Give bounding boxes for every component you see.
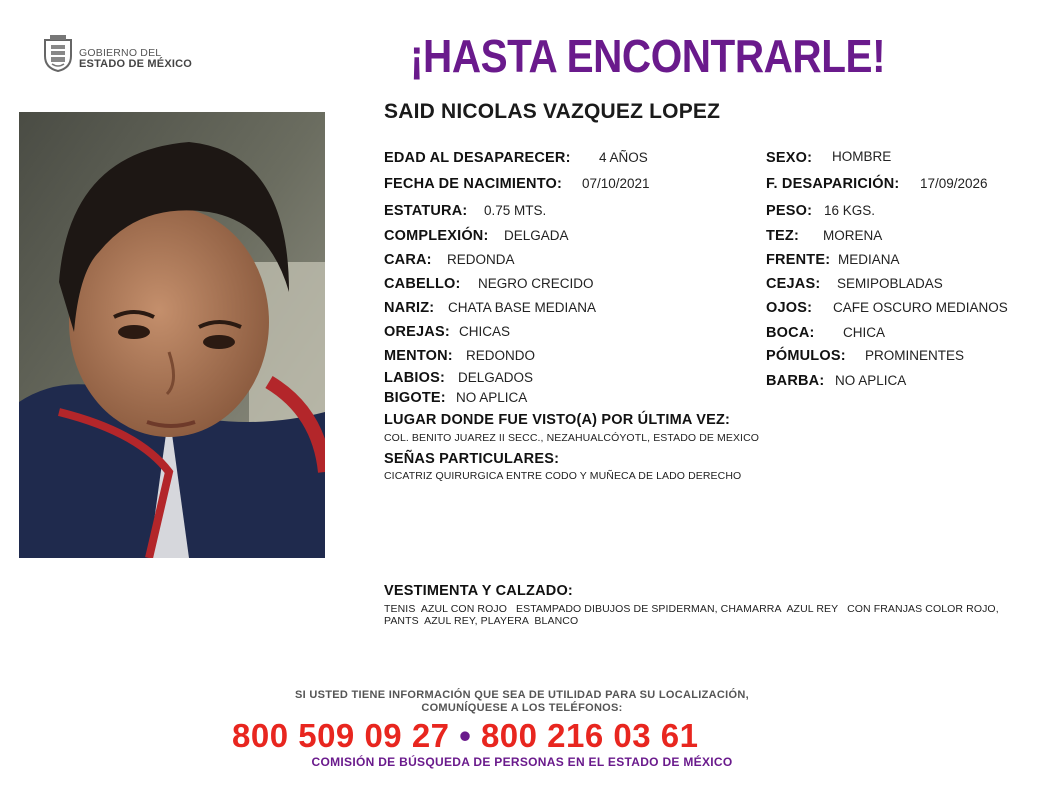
phone-1[interactable]: 800 509 09 27: [232, 717, 450, 754]
field-value: 0.75 MTS.: [484, 203, 547, 218]
field-value: 16 KGS.: [824, 203, 876, 218]
last-seen-value: COL. BENITO JUAREZ II SECC., NEZAHUALCÓYOTL, ESTADO DE MEXICO: [384, 432, 760, 444]
field-label: BARBA:: [766, 373, 825, 389]
marks-label: SEÑAS PARTICULARES:: [384, 451, 560, 467]
field-label: OREJAS:: [384, 324, 450, 340]
field-value: DELGADA: [504, 228, 569, 243]
field-value: CHICA: [843, 325, 886, 340]
field-label: COMPLEXIÓN:: [384, 228, 489, 244]
state-seal-icon: [42, 34, 74, 72]
field-value: MORENA: [823, 228, 883, 243]
phone-separator: •: [459, 717, 472, 754]
field-label: SEXO:: [766, 150, 813, 166]
field-label: NARIZ:: [384, 300, 435, 316]
field-label: BOCA:: [766, 325, 815, 341]
missing-person-photo: [19, 112, 325, 558]
field-label: OJOS:: [766, 300, 813, 316]
field-value: DELGADOS: [458, 370, 534, 385]
field-label: FRENTE:: [766, 252, 831, 268]
field-label: CEJAS:: [766, 276, 821, 292]
field-label: PÓMULOS:: [766, 348, 846, 364]
field-value: NEGRO CRECIDO: [478, 276, 594, 291]
commission-name: COMISIÓN DE BÚSQUEDA DE PERSONAS EN EL ESTADO DE MÉXICO: [311, 755, 733, 769]
government-logo: [42, 34, 212, 74]
field-value: 07/10/2021: [582, 176, 650, 191]
field-value: PROMINENTES: [865, 348, 965, 363]
field-label: LABIOS:: [384, 370, 446, 386]
field-value: REDONDO: [466, 348, 536, 363]
phone-numbers: [232, 717, 699, 755]
field-label: ESTATURA:: [384, 203, 468, 219]
field-label: EDAD AL DESAPARECER:: [384, 150, 571, 166]
gov-line-1: GOBIERNO DEL: [79, 47, 162, 59]
field-value: SEMIPOBLADAS: [837, 276, 943, 291]
footer-note-2: COMUNÍQUESE A LOS TELÉFONOS:: [421, 702, 623, 714]
phone-2[interactable]: 800 216 03 61: [480, 717, 699, 754]
field-value: REDONDA: [447, 252, 515, 267]
field-label: TEZ:: [766, 228, 800, 244]
field-value: NO APLICA: [835, 373, 907, 388]
last-seen-label: LUGAR DONDE FUE VISTO(A) POR ÚLTIMA VEZ:: [384, 412, 731, 428]
field-value: CAFE OSCURO MEDIANOS: [833, 300, 1008, 315]
marks-value: CICATRIZ QUIRURGICA ENTRE CODO Y MUÑECA DE LADO DERECHO: [384, 470, 742, 482]
field-value: NO APLICA: [456, 390, 528, 405]
field-value: 4 AÑOS: [599, 150, 648, 165]
person-name: SAID NICOLAS VAZQUEZ LOPEZ: [384, 100, 721, 123]
field-value: HOMBRE: [832, 149, 892, 164]
field-label: F. DESAPARICIÓN:: [766, 176, 900, 192]
headline: ¡HASTA ENCONTRARLE!: [410, 30, 886, 82]
field-label: CABELLO:: [384, 276, 461, 292]
clothing-line-2: PANTS AZUL REY, PLAYERA BLANCO: [384, 615, 579, 627]
gov-line-2: ESTADO DE MÉXICO: [79, 58, 193, 70]
field-value: CHATA BASE MEDIANA: [448, 300, 597, 315]
field-label: BIGOTE:: [384, 390, 446, 406]
field-value: 17/09/2026: [920, 176, 988, 191]
field-label: FECHA DE NACIMIENTO:: [384, 176, 562, 192]
field-label: PESO:: [766, 203, 813, 219]
clothing-line-1: TENIS AZUL CON ROJO ESTAMPADO DIBUJOS DE SPIDERMAN, CHAMARRA AZUL REY CON FRANJAS COLOR ROJO,: [384, 603, 999, 615]
field-label: CARA:: [384, 252, 432, 268]
field-label: MENTON:: [384, 348, 453, 364]
footer-note-1: SI USTED TIENE INFORMACIÓN QUE SEA DE UTILIDAD PARA SU LOCALIZACIÓN,: [295, 689, 749, 701]
clothing-label: VESTIMENTA Y CALZADO:: [384, 583, 573, 599]
field-value: CHICAS: [459, 324, 511, 339]
field-value: MEDIANA: [838, 252, 900, 267]
